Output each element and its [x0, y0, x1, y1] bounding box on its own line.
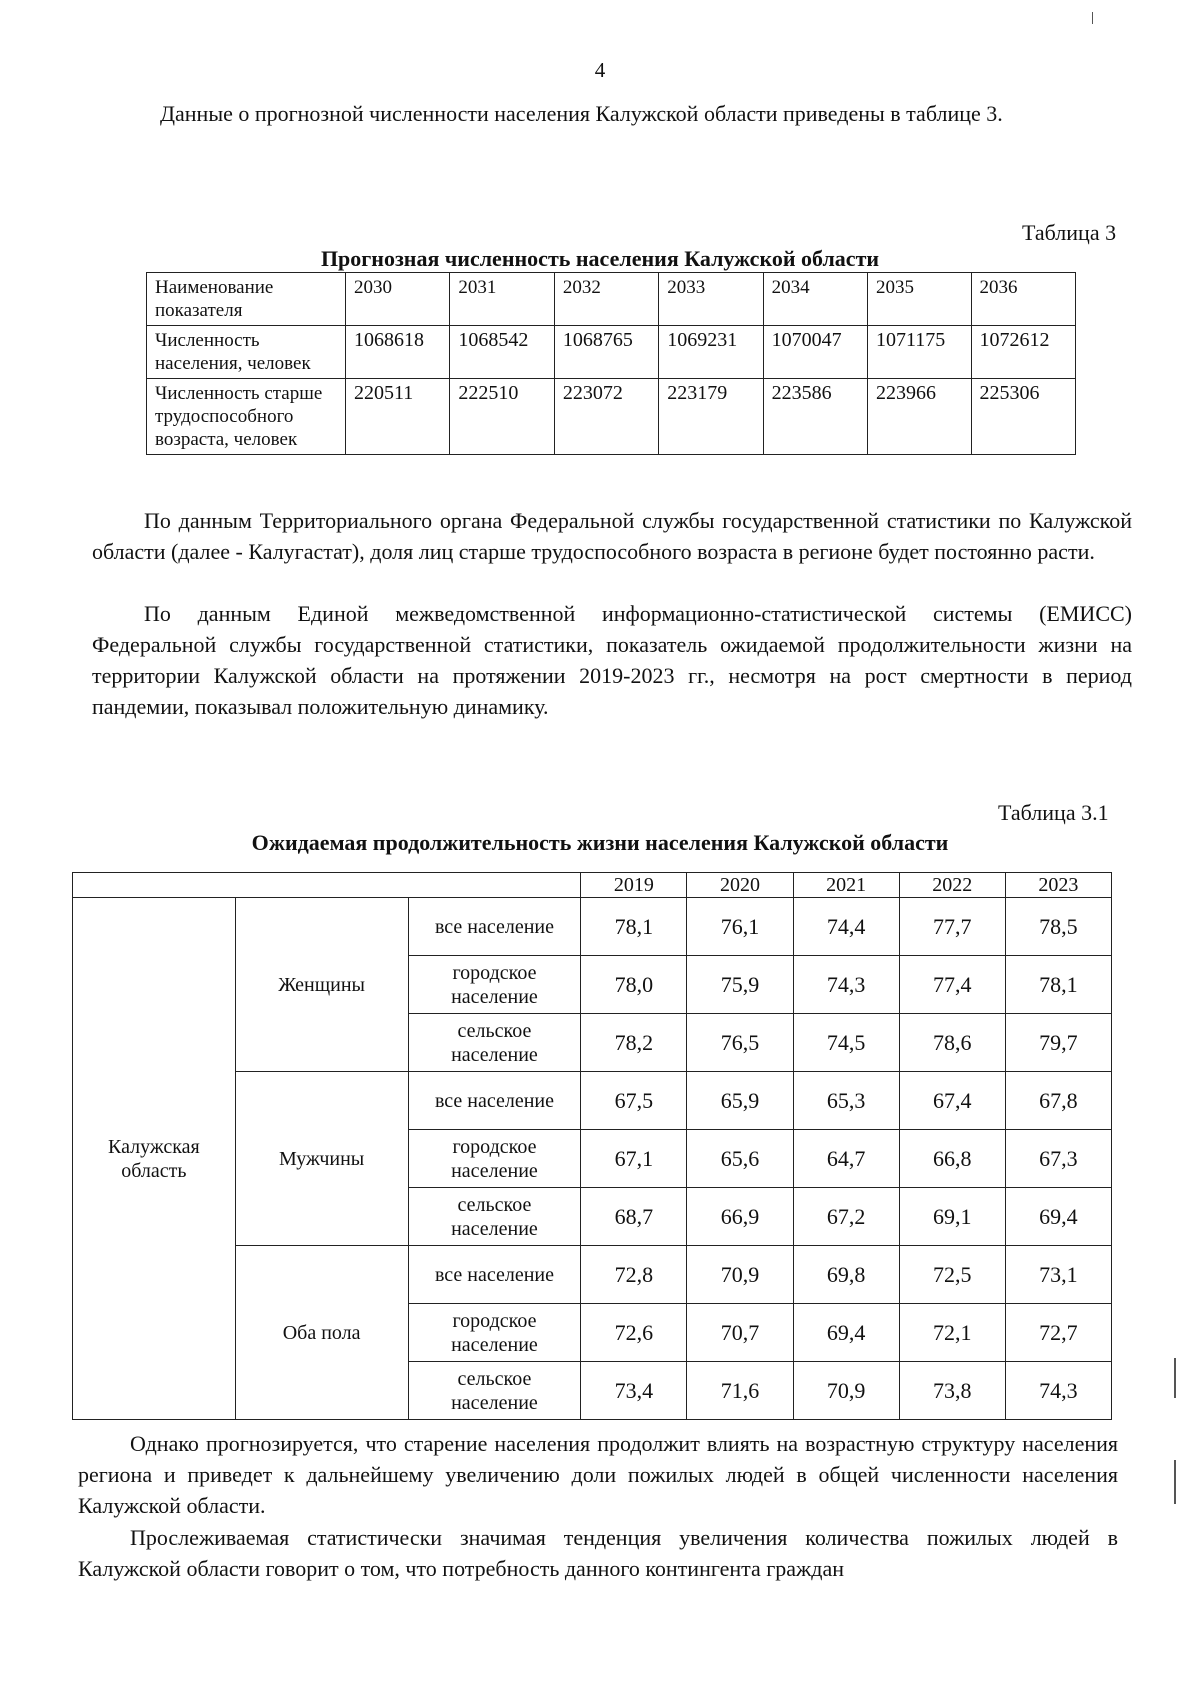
- value-cell: 1068765: [554, 326, 658, 379]
- row-name-cell: Численность населения, человек: [147, 326, 346, 379]
- paragraph-aging-forecast: Однако прогнозируется, что старение населения продолжит влиять на возрастную структуру населения региона и приведет к дальнейшему увеличению доли пожилых людей в общей численности населения Калужской области.: [78, 1431, 1118, 1518]
- population-type-cell: все население: [408, 1246, 581, 1304]
- value-cell: 67,3: [1005, 1130, 1111, 1188]
- population-type-cell: сельское население: [408, 1362, 581, 1420]
- value-cell: 78,0: [581, 956, 687, 1014]
- value-cell: 70,7: [687, 1304, 793, 1362]
- table-header-cell: 2036: [971, 273, 1075, 326]
- value-cell: 223179: [659, 379, 763, 455]
- value-cell: 76,5: [687, 1014, 793, 1072]
- value-cell: 69,4: [793, 1304, 899, 1362]
- population-type-cell: городское население: [408, 956, 581, 1014]
- value-cell: 69,4: [1005, 1188, 1111, 1246]
- value-cell: 72,5: [899, 1246, 1005, 1304]
- value-cell: 76,1: [687, 898, 793, 956]
- value-cell: 1071175: [868, 326, 972, 379]
- page-number: 4: [594, 58, 606, 82]
- table-header-cell: 2034: [763, 273, 867, 326]
- value-cell: 73,8: [899, 1362, 1005, 1420]
- value-cell: 65,3: [793, 1072, 899, 1130]
- table-row: [147, 379, 1076, 455]
- table-row: [147, 326, 1076, 379]
- population-type-cell: все население: [408, 1072, 581, 1130]
- value-cell: 67,8: [1005, 1072, 1111, 1130]
- value-cell: 74,4: [793, 898, 899, 956]
- value-cell: 75,9: [687, 956, 793, 1014]
- population-type-cell: городское население: [408, 1304, 581, 1362]
- value-cell: 66,9: [687, 1188, 793, 1246]
- life-expectancy-table: [72, 872, 1112, 1420]
- paragraph-kalugastat: По данным Территориального органа Федеральной службы государственной статистики по Калужской области (далее - Калугастат), доля лиц старше трудоспособного возраста в регионе будет постоянно расти.: [92, 508, 1132, 564]
- table-header-empty-cell: [73, 873, 581, 898]
- value-cell: 1072612: [971, 326, 1075, 379]
- intro-paragraph: Данные о прогнозной численности населения Калужской области приведены в таблице 3.: [160, 101, 1003, 126]
- value-cell: 67,1: [581, 1130, 687, 1188]
- paragraph-emiss: По данным Единой межведомственной информационно-статистической системы (ЕМИСС) Федеральной службы государственной статистики, показатель ожидаемой продолжительности жизни на территории Калужской области на протяжении 2019-2023 гг., несмотря на рост смертности в период пандемии, показывал положительную динамику.: [92, 601, 1132, 719]
- region-cell: Калужская область: [73, 898, 236, 1420]
- value-cell: 1068618: [346, 326, 450, 379]
- table-header-cell: 2023: [1005, 873, 1111, 898]
- value-cell: 222510: [450, 379, 554, 455]
- paragraph-trend: Прослеживаемая статистически значимая тенденция увеличения количества пожилых людей в Калужской области говорит о том, что потребность данного контингента граждан: [78, 1525, 1118, 1581]
- value-cell: 78,6: [899, 1014, 1005, 1072]
- table-header-cell: 2030: [346, 273, 450, 326]
- table3-title: Прогнозная численность населения Калужской области: [320, 246, 880, 271]
- value-cell: 67,5: [581, 1072, 687, 1130]
- value-cell: 72,8: [581, 1246, 687, 1304]
- value-cell: 72,7: [1005, 1304, 1111, 1362]
- value-cell: 77,7: [899, 898, 1005, 956]
- table-header-cell: 2035: [868, 273, 972, 326]
- scan-mark: [1174, 1358, 1176, 1398]
- table3-label: Таблица 3: [1022, 220, 1117, 245]
- value-cell: 74,3: [793, 956, 899, 1014]
- value-cell: 65,9: [687, 1072, 793, 1130]
- value-cell: 77,4: [899, 956, 1005, 1014]
- table-row: [73, 898, 1112, 956]
- value-cell: 223072: [554, 379, 658, 455]
- value-cell: 64,7: [793, 1130, 899, 1188]
- table-header-row: [147, 273, 1076, 326]
- table-header-cell: 2020: [687, 873, 793, 898]
- table-header-cell: 2033: [659, 273, 763, 326]
- sex-cell: Мужчины: [235, 1072, 408, 1246]
- value-cell: 1069231: [659, 326, 763, 379]
- value-cell: 67,4: [899, 1072, 1005, 1130]
- table-header-cell: 2021: [793, 873, 899, 898]
- value-cell: 223966: [868, 379, 972, 455]
- value-cell: 70,9: [687, 1246, 793, 1304]
- value-cell: 78,1: [581, 898, 687, 956]
- value-cell: 78,5: [1005, 898, 1111, 956]
- value-cell: 78,2: [581, 1014, 687, 1072]
- table-header-row: [73, 873, 1112, 898]
- scan-mark: [1174, 1460, 1176, 1504]
- value-cell: 225306: [971, 379, 1075, 455]
- value-cell: 223586: [763, 379, 867, 455]
- value-cell: 65,6: [687, 1130, 793, 1188]
- value-cell: 69,8: [793, 1246, 899, 1304]
- population-forecast-table: [146, 272, 1076, 455]
- table-header-cell: 2022: [899, 873, 1005, 898]
- population-type-cell: городское население: [408, 1130, 581, 1188]
- value-cell: 68,7: [581, 1188, 687, 1246]
- value-cell: 79,7: [1005, 1014, 1111, 1072]
- scan-mark: [1092, 12, 1093, 24]
- sex-cell: Женщины: [235, 898, 408, 1072]
- table-header-cell: Наименование показателя: [147, 273, 346, 326]
- value-cell: 72,1: [899, 1304, 1005, 1362]
- table31-title: Ожидаемая продолжительность жизни населения Калужской области: [251, 830, 949, 855]
- value-cell: 1068542: [450, 326, 554, 379]
- sex-cell: Оба пола: [235, 1246, 408, 1420]
- value-cell: 1070047: [763, 326, 867, 379]
- value-cell: 72,6: [581, 1304, 687, 1362]
- value-cell: 74,5: [793, 1014, 899, 1072]
- population-type-cell: сельское население: [408, 1188, 581, 1246]
- value-cell: 73,4: [581, 1362, 687, 1420]
- value-cell: 70,9: [793, 1362, 899, 1420]
- value-cell: 71,6: [687, 1362, 793, 1420]
- population-type-cell: все население: [408, 898, 581, 956]
- value-cell: 73,1: [1005, 1246, 1111, 1304]
- value-cell: 78,1: [1005, 956, 1111, 1014]
- table-header-cell: 2031: [450, 273, 554, 326]
- table-header-cell: 2032: [554, 273, 658, 326]
- table-header-cell: 2019: [581, 873, 687, 898]
- row-name-cell: Численность старше трудоспособного возраста, человек: [147, 379, 346, 455]
- value-cell: 74,3: [1005, 1362, 1111, 1420]
- value-cell: 67,2: [793, 1188, 899, 1246]
- value-cell: 69,1: [899, 1188, 1005, 1246]
- value-cell: 220511: [346, 379, 450, 455]
- value-cell: 66,8: [899, 1130, 1005, 1188]
- population-type-cell: сельское население: [408, 1014, 581, 1072]
- table31-label: Таблица 3.1: [998, 800, 1109, 825]
